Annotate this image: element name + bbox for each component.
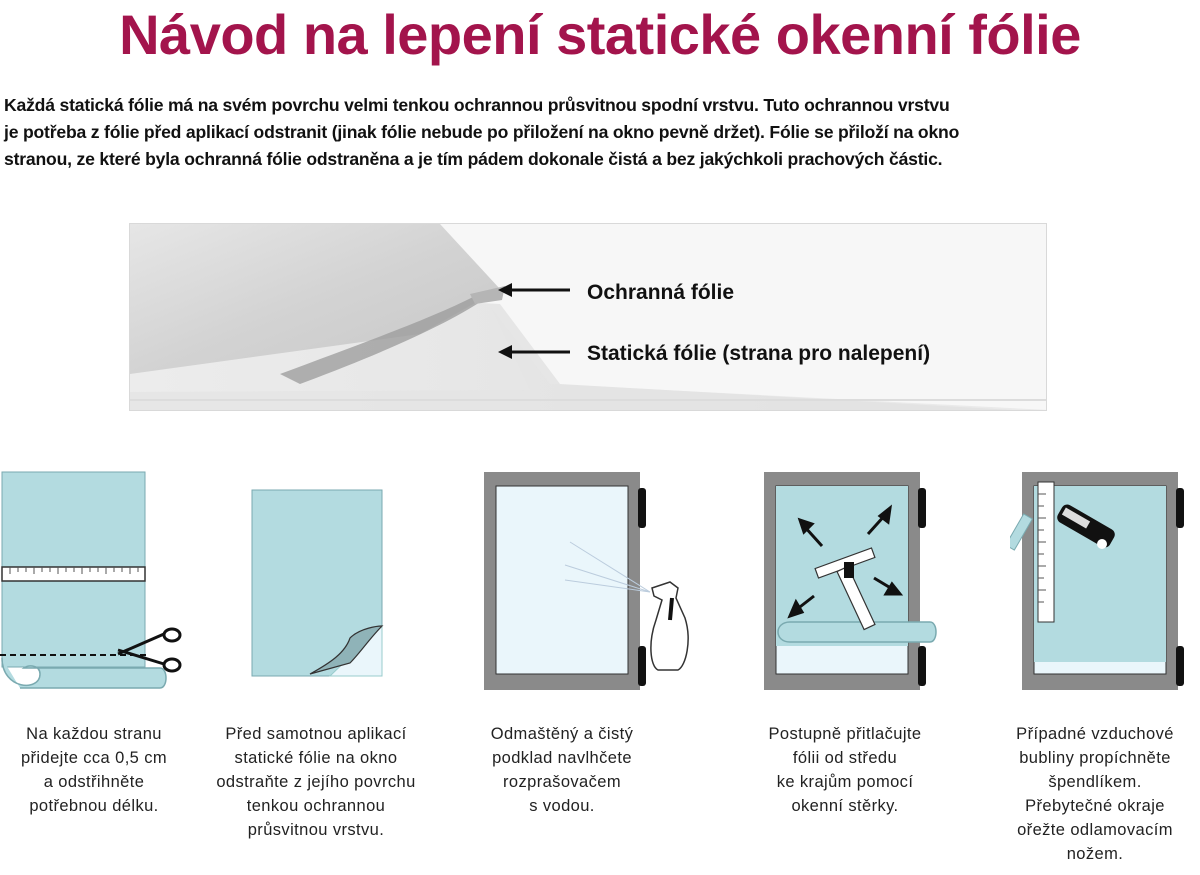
caption-line: s vodou. — [529, 797, 595, 815]
step-1-caption — [0, 722, 188, 818]
caption-line: Na každou stranu — [26, 725, 162, 743]
film-layers-photo — [129, 223, 1047, 411]
caption-line: špendlíkem. — [1048, 773, 1142, 791]
caption-line: okenní stěrky. — [791, 797, 899, 815]
intro-paragraph — [4, 92, 1196, 173]
caption-line: tenkou ochrannou — [246, 797, 386, 815]
step-5-caption — [992, 722, 1198, 866]
caption-line: Odmaštěný a čistý — [490, 725, 634, 743]
caption-line: ke krajům pomocí — [776, 773, 914, 791]
caption-line: Případné vzduchové — [1016, 725, 1174, 743]
cut-film-icon — [0, 470, 190, 695]
label-static-film: Statická fólie (strana pro nalepení) — [587, 342, 931, 365]
caption-line: nožem. — [1066, 845, 1124, 863]
step-1-illustration — [0, 470, 190, 700]
caption-line: Postupně přitlačujte — [768, 725, 922, 743]
intro-line: Každá statická fólie má na svém povrchu velmi tenkou ochrannou průsvitnou spodní vrstvu. Tuto ochrannou vrstvu — [4, 95, 950, 115]
caption-line: ořežte odlamovacím — [1017, 821, 1173, 839]
caption-line: odstraňte z jejího povrchu — [216, 773, 416, 791]
film-layers-illustration — [130, 224, 1047, 411]
caption-line: potřebnou délku. — [29, 797, 159, 815]
step-3-illustration — [480, 470, 690, 700]
caption-line: podklad navlhčete — [492, 749, 632, 767]
squeegee-window-icon — [760, 470, 940, 695]
caption-line: Před samotnou aplikací — [225, 725, 407, 743]
caption-line: rozprašovačem — [503, 773, 621, 791]
label-protective-film: Ochranná fólie — [587, 281, 735, 304]
caption-line: přidejte cca 0,5 cm — [20, 749, 168, 767]
caption-line: a odstřihněte — [43, 773, 145, 791]
step-4-caption — [745, 722, 945, 818]
page-title: Návod na lepení statické okenní fólie — [119, 3, 1081, 66]
step-5-illustration — [1010, 470, 1190, 700]
step-2-illustration — [250, 488, 390, 688]
spray-window-icon — [480, 470, 690, 695]
peel-film-icon — [250, 488, 390, 683]
caption-line: statické fólie na okno — [234, 749, 398, 767]
step-3-caption — [462, 722, 662, 818]
caption-line: Přebytečné okraje — [1025, 797, 1165, 815]
step-4-illustration — [760, 470, 940, 700]
trim-knife-window-icon — [1010, 470, 1190, 695]
step-2-caption — [196, 722, 436, 842]
intro-line: je potřeba z fólie před aplikací odstranit (jinak fólie nebude po přiložení na okno pevně držet). Fólie se přiloží na okno — [4, 122, 960, 142]
caption-line: průsvitnou vrstvu. — [247, 821, 385, 839]
intro-line: stranou, ze které byla ochranná fólie odstraněna a je tím pádem dokonale čistá a bez jakýchkoli prachových částic. — [4, 149, 943, 169]
caption-line: bubliny propíchněte — [1019, 749, 1171, 767]
caption-line: fólii od středu — [792, 749, 898, 767]
